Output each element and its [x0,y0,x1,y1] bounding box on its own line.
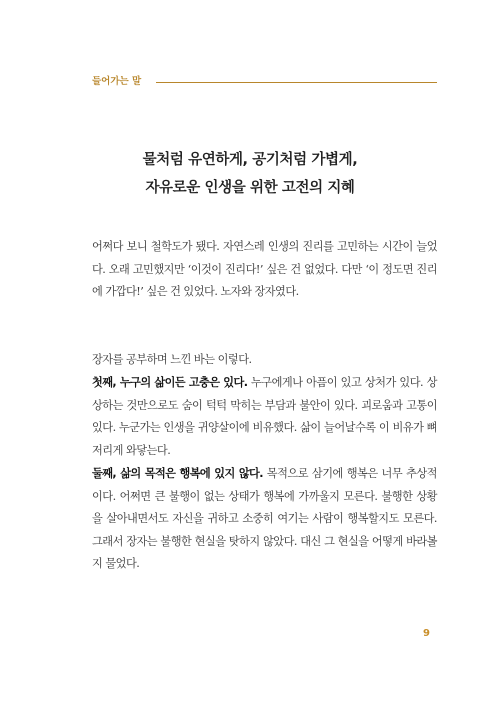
point-1-text: 누구에게나 아픔이 있고 상처가 있다. 상상하는 것만으로도 숨이 턱턱 막히는 부담과 불안이 있다. 괴로움과 고통이 있다. 누군가는 인생을 귀양살이에 비유했다. 삶이 늘어날수록 이 비유가 뼈저리게 와닿는다. [92,376,437,457]
body-paragraph-point-2 [92,463,437,576]
chapter-title-line-1: 물처럼 유연하게, 공기처럼 가볍게, [142,152,358,168]
body-paragraph-2: 장자를 공부하며 느낀 바는 이렇다. [92,353,252,366]
header-rule [156,82,437,83]
point-2-lead: 둘째, 삶의 목적은 행복에 있지 않다. [92,467,263,480]
chapter-title-line-2: 자유로운 인생을 위한 고전의 지혜 [145,180,355,196]
body-paragraph-1: 어쩌다 보니 철학도가 됐다. 자연스레 인생의 진리를 고민하는 시간이 늘었다. 오래 고민했지만 ‘이것이 진리다!’ 싶은 건 없었다. 다만 ‘이 정도면 진리에 가깝다!’ 싶은 건 있었다. 노자와 장자였다. [92,240,437,298]
point-2-text: 목적으로 삼기에 행복은 너무 추상적이다. 어쩌면 큰 불행이 없는 상태가 행복에 가까울지 모른다. 불행한 상황을 살아내면서도 자신을 귀하고 소중히 여기는 사람이 행복할지도 모른다. 그래서 장자는 불행한 현실을 탓하지 않았다. 대신 그 현실을 어떻게 바라볼지 물었다. [92,467,437,570]
body-paragraph-point-1 [92,372,437,462]
point-1-lead: 첫째, 누구의 삶이든 고충은 있다. [92,376,248,389]
section-header-label: 들어가는 말 [92,76,142,87]
section-header [92,75,437,91]
page-number: 9 [423,628,430,639]
